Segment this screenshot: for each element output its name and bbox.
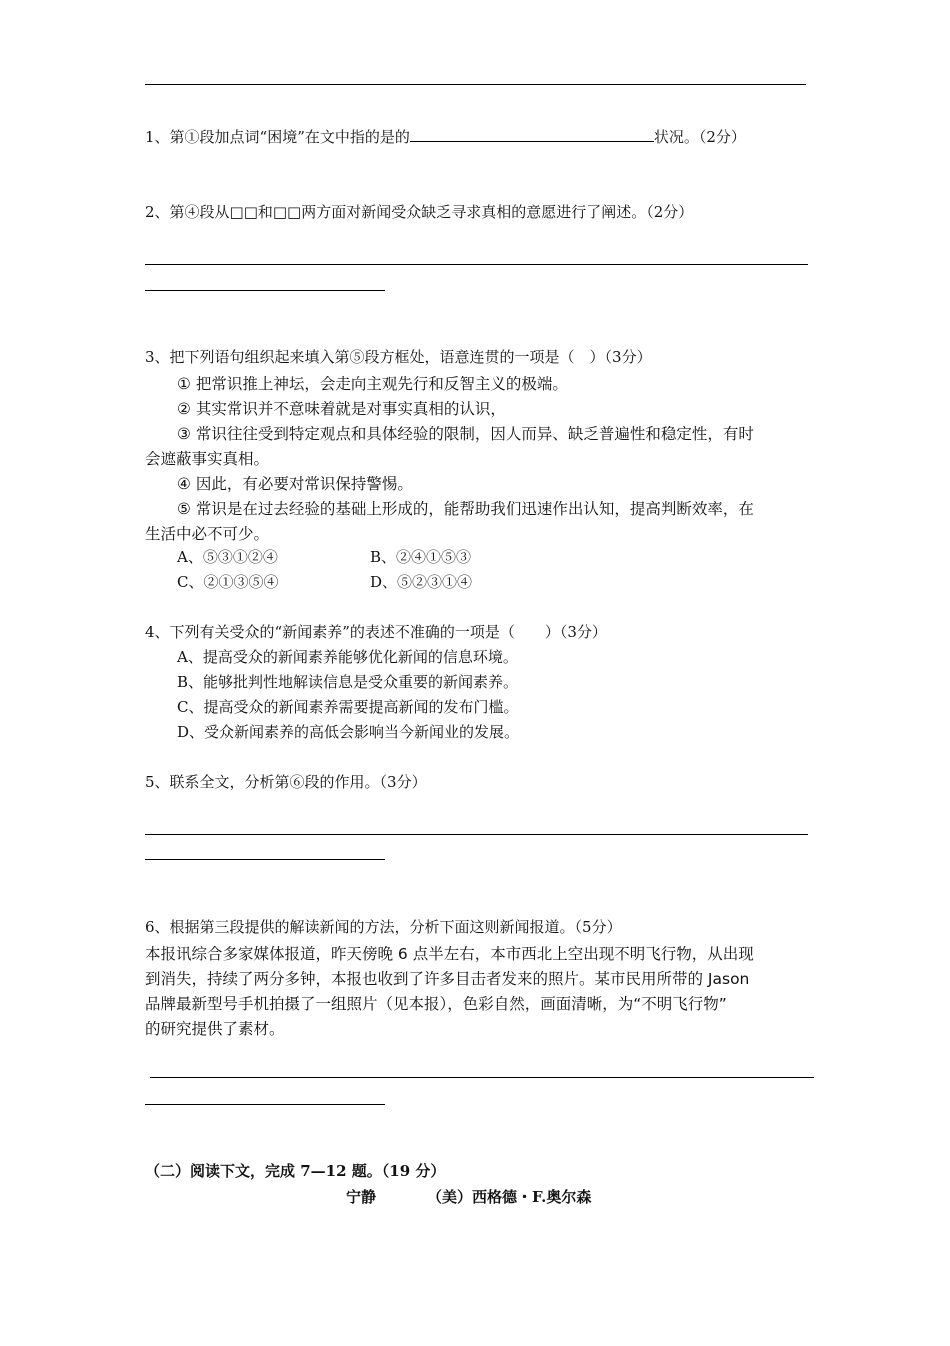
answer-line-2a[interactable] — [145, 264, 808, 265]
section-2-heading: （二）阅读下文，完成 7—12 题。（19 分） — [145, 1162, 446, 1180]
q4-option-d[interactable]: D、受众新闻素养的高低会影响当今新闻业的发展。 — [177, 723, 520, 741]
q3-option-d[interactable]: D、⑤②③①④ — [370, 573, 473, 591]
q3-sentence-4: ④ 因此，有必要对常识保持警惕。 — [177, 475, 413, 493]
question-4: 4、下列有关受众的“新闻素养”的表述不准确的一项是（ ）（3分） — [145, 623, 607, 641]
q6-news-line-2: 到消失，持续了两分多钟，本报也收到了许多目击者发来的照片。某市民用所带的 Jason — [145, 970, 750, 988]
q3-option-c[interactable]: C、②①③⑤④ — [177, 573, 279, 591]
q3-sentence-3a: ③ 常识往往受到特定观点和具体经验的限制，因人而异、缺乏普遍性和稳定性，有时 — [177, 425, 754, 443]
answer-line-6a[interactable] — [150, 1077, 814, 1078]
article-title: 宁静 — [346, 1188, 377, 1206]
q3-option-b[interactable]: B、②④①⑤③ — [370, 548, 472, 566]
q6-news-line-4: 的研究提供了素材。 — [145, 1020, 285, 1038]
q4-option-b[interactable]: B、能够批判性地解读信息是受众重要的新闻素养。 — [177, 673, 519, 691]
question-5: 5、联系全文，分析第⑥段的作用。（3分） — [145, 773, 427, 791]
q6-news-line-1: 本报讯综合多家媒体报道，昨天傍晚 6 点半左右，本市西北上空出现不明飞行物，从出现 — [145, 945, 754, 963]
q3-sentence-5b: 生活中必不可少。 — [145, 525, 270, 543]
answer-line-2b[interactable] — [145, 290, 385, 291]
question-1 — [145, 126, 746, 147]
top-rule — [145, 84, 806, 85]
q3-option-a[interactable]: A、⑤③①②④ — [177, 548, 278, 566]
q6-news-line-3: 品牌最新型号手机拍摄了一组照片（见本报），色彩自然，画面清晰，为“不明飞行物” — [145, 995, 727, 1013]
question-6: 6、根据第三段提供的解读新闻的方法，分析下面这则新闻报道。（5分） — [145, 918, 622, 936]
q3-sentence-1: ① 把常识推上神坛，会走向主观先行和反智主义的极端。 — [177, 375, 568, 393]
q4-option-c[interactable]: C、提高受众的新闻素养需要提高新闻的发布门槛。 — [177, 698, 519, 716]
article-author: （美）西格德・F.奥尔森 — [427, 1188, 592, 1206]
q3-sentence-2: ② 其实常识并不意味着就是对事实真相的认识， — [177, 400, 506, 418]
question-2: 2、第④段从□□和□□两方面对新闻受众缺乏寻求真相的意愿进行了阐述。（2分） — [145, 203, 694, 221]
answer-line-6b[interactable] — [145, 1104, 385, 1105]
answer-blank-1[interactable] — [410, 127, 654, 142]
q3-sentence-5a: ⑤ 常识是在过去经验的基础上形成的，能帮助我们迅速作出认知，提高判断效率，在 — [177, 500, 754, 518]
question-3: 3、把下列语句组织起来填入第⑤段方框处，语意连贯的一项是（ ）（3分） — [145, 348, 652, 366]
question-1-text: 1、第①段加点词“困境”在文中指的是的 — [145, 128, 410, 146]
q3-sentence-3b: 会遮蔽事实真相。 — [145, 450, 270, 468]
answer-line-5b[interactable] — [145, 859, 385, 860]
answer-line-5a[interactable] — [145, 834, 808, 835]
question-1-suffix: 状况。（2分） — [653, 128, 746, 146]
q4-option-a[interactable]: A、提高受众的新闻素养能够优化新闻的信息环境。 — [177, 648, 518, 666]
